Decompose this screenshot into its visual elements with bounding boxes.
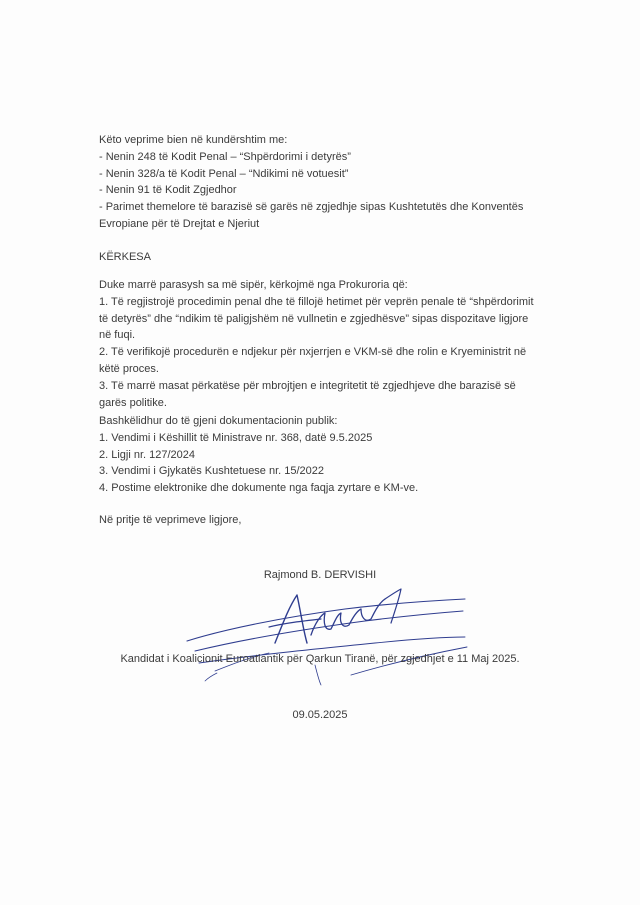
attachment-item: 4. Postime elektronike dhe dokumente nga faqja zyrtare e KM-ve. — [99, 482, 419, 495]
signer-name: Rajmond B. DERVISHI — [263, 569, 377, 581]
request-section — [99, 277, 539, 411]
attachment-item: 3. Vendimi i Gjykatës Kushtetuese nr. 15/2022 — [99, 465, 325, 478]
attachments-intro: Bashkëlidhur do të gjeni dokumentacionin publik: — [99, 415, 338, 427]
request-intro: Duke marrë parasysh sa më sipër, kërkojmë nga Prokuroria që: — [99, 279, 408, 291]
attachment-item: 2. Ligji nr. 127/2024 — [99, 448, 196, 461]
request-item: 1. Të regjistrojë procedimin penal dhe të fillojë hetimet për veprën penale të “shpërdorimit të detyrës” dhe “ndikim të paligjshëm në vullnetin e zgjedhësve” sipas dispozitave ligjore në fuqi. — [99, 295, 534, 342]
violation-item: - Nenin 328/a të Kodit Penal – “Ndikimi në votuesit” — [99, 167, 349, 180]
violation-item: - Nenin 91 të Kodit Zgjedhor — [99, 184, 237, 197]
document-date: 09.05.2025 — [292, 709, 348, 721]
attachment-item: 1. Vendimi i Këshillit të Ministrave nr. 368, datë 9.5.2025 — [99, 431, 373, 444]
request-item: 3. Të marrë masat përkatëse për mbrojtjen e integritetit të zgjedhjeve dhe barazisë së garës politike. — [99, 379, 516, 409]
signature-icon — [165, 577, 480, 687]
violation-item: - Nenin 248 të Kodit Penal – “Shpërdorimi i detyrës” — [99, 150, 351, 163]
request-item: 2. Të verifikojë procedurën e ndjekur për nxjerrjen e VKM-së dhe rolin e Kryeministrit në këtë proces. — [99, 346, 527, 375]
signer-title: Kandidat i Koalicionit Euroatlantik për Qarkun Tiranë, për zgjedhjet e 11 Maj 2025. — [120, 653, 520, 665]
closing-line: Në pritje të veprimeve ligjore, — [99, 514, 242, 526]
violations-intro: Këto veprime bien në kundërshtim me: — [99, 134, 288, 146]
attachments-section — [99, 413, 539, 497]
violations-section — [99, 132, 539, 233]
request-heading: KËRKESA — [99, 251, 151, 263]
violation-item: - Parimet themelore të barazisë së garës në zgjedhje sipas Kushtetutës dhe Konventës Evropiane për të Drejtat e Njeriut — [99, 201, 524, 230]
